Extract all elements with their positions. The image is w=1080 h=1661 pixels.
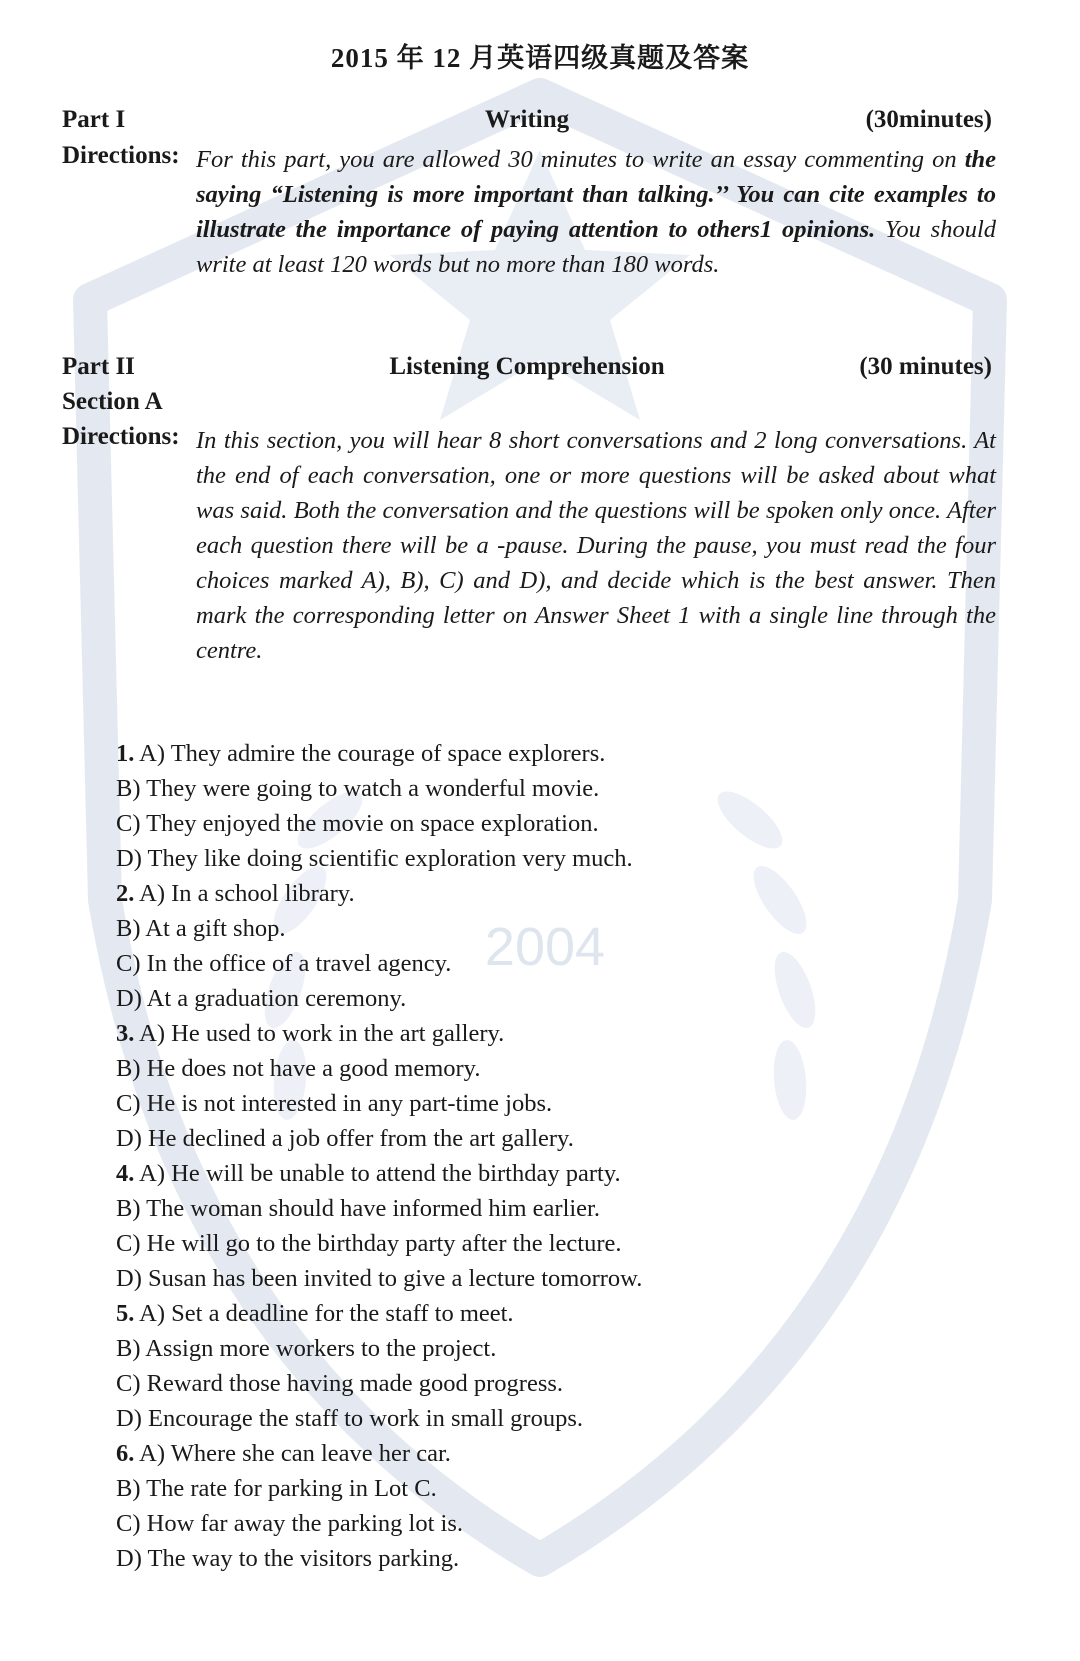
question-option: [116, 736, 1016, 771]
part2-label: Part II: [62, 353, 135, 380]
question-option: [116, 1016, 1016, 1051]
question-4: [116, 1156, 1016, 1296]
question-6: [116, 1436, 1016, 1576]
question-option: [116, 1436, 1016, 1471]
question-number: 3.: [116, 1020, 135, 1047]
watermark-year: 2004: [484, 917, 606, 977]
question-number: 4.: [116, 1160, 135, 1187]
part2-time: (30 minutes): [859, 353, 992, 380]
question-2: [116, 876, 1016, 1016]
question-option: B) He does not have a good memory.: [116, 1055, 481, 1082]
part1-time: (30minutes): [865, 106, 992, 133]
option-text: A) In a school library.: [139, 880, 355, 907]
question-option: D) At a graduation ceremony.: [116, 985, 407, 1012]
option-text: A) Where she can leave her car.: [139, 1440, 451, 1467]
question-number: 2.: [116, 880, 135, 907]
question-option: C) Reward those having made good progress.: [116, 1370, 564, 1397]
question-option: B) The woman should have informed him earlier.: [116, 1195, 600, 1222]
question-list: [116, 736, 1016, 1576]
option-text: A) He used to work in the art gallery.: [139, 1020, 505, 1047]
question-number: 1.: [116, 740, 135, 767]
question-option: D) Encourage the staff to work in small groups.: [116, 1405, 583, 1432]
question-option: C) They enjoyed the movie on space exploration.: [116, 810, 599, 837]
question-option: B) The rate for parking in Lot C.: [116, 1475, 437, 1502]
question-option: C) He will go to the birthday party after the lecture.: [116, 1230, 622, 1257]
question-option: C) He is not interested in any part-time jobs.: [116, 1090, 553, 1117]
question-option: D) They like doing scientific exploration very much.: [116, 845, 633, 872]
question-option: C) How far away the parking lot is.: [116, 1510, 463, 1537]
page-title: 2015 年 12 月英语四级真题及答案: [330, 43, 750, 73]
question-option: C) In the office of a travel agency.: [116, 950, 452, 977]
option-text: A) Set a deadline for the staff to meet.: [139, 1300, 514, 1327]
part2-header: [62, 353, 992, 387]
part1-directions-text-2: the saying “Listening is more important than talking.’’ You can cite examples to illustrate the importance of paying attention to others1 opinions.: [196, 146, 996, 243]
question-option: [116, 876, 1016, 911]
question-option: B) Assign more workers to the project.: [116, 1335, 497, 1362]
part1-directions-label: Directions:: [62, 142, 180, 169]
question-option: B) At a gift shop.: [116, 915, 286, 942]
question-3: [116, 1016, 1016, 1156]
part2-directions: In this section, you will hear 8 short conversations and 2 long conversations. At the end of each conversation, one or more questions will be asked about what was said. Both the conversation and the questions will be spoken only once. After each question there will be a -pause. During the pause, you must read the four choices marked A), B), C) and D), and decide which is the best answer. Then mark the corresponding letter on Answer Sheet 1 with a single line through the centre.: [196, 427, 996, 664]
question-1: [116, 736, 1016, 876]
question-5: [116, 1296, 1016, 1436]
part1-directions-text-3: You should write at least 120 words but no more than 180 words.: [196, 216, 997, 278]
question-number: 6.: [116, 1440, 135, 1467]
question-option: D) He declined a job offer from the art gallery.: [116, 1125, 574, 1152]
section-a-label: Section A: [62, 388, 163, 415]
part1-label: Part I: [62, 106, 126, 133]
question-option: [116, 1156, 1016, 1191]
question-option: D) Susan has been invited to give a lecture tomorrow.: [116, 1265, 643, 1292]
part1-directions: [196, 142, 996, 282]
part1-header: [62, 106, 992, 140]
question-option: D) The way to the visitors parking.: [116, 1545, 460, 1572]
part2-directions-label: Directions:: [62, 423, 180, 450]
option-text: A) He will be unable to attend the birthday party.: [139, 1160, 621, 1187]
part1-name: Writing: [484, 106, 570, 133]
part2-name: Listening Comprehension: [389, 353, 665, 380]
question-option: B) They were going to watch a wonderful movie.: [116, 775, 600, 802]
option-text: A) They admire the courage of space explorers.: [139, 740, 606, 767]
question-number: 5.: [116, 1300, 135, 1327]
question-option: [116, 1296, 1016, 1331]
part1-directions-text-1: For this part, you are allowed 30 minutes to write an essay commenting on: [196, 146, 965, 173]
